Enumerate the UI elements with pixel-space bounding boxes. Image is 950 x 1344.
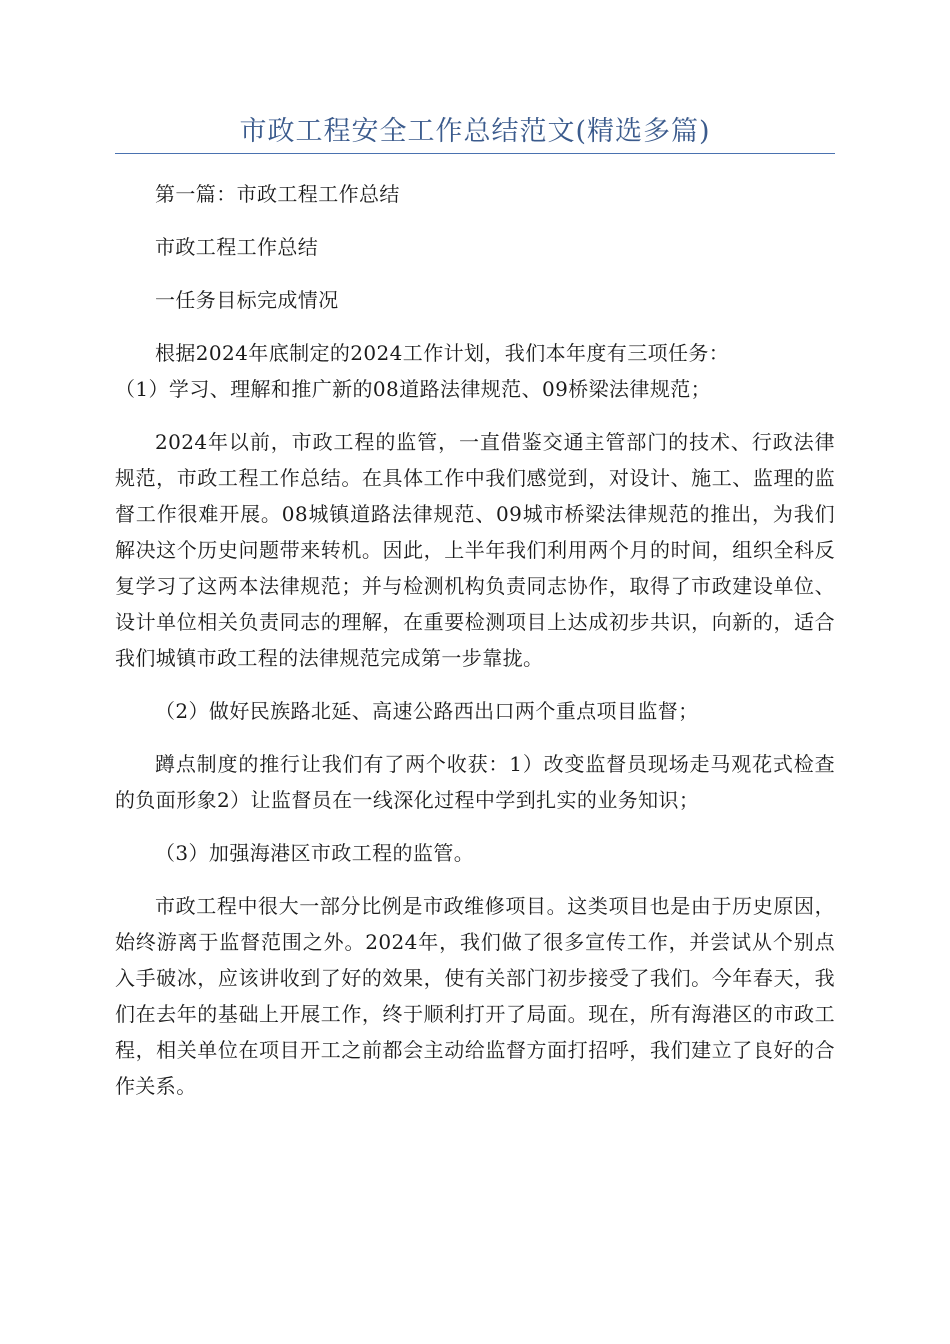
paragraph-intro: 根据2024年底制定的2024工作计划，我们本年度有三项任务： (155, 341, 730, 365)
document-body (115, 176, 835, 1121)
paragraph-task-2: （2）做好民族路北延、高速公路西出口两个重点项目监督； (155, 699, 699, 723)
paragraph-task-1: （1）学习、理解和推广新的08道路法律规范、09桥梁法律规范； (115, 377, 712, 401)
section-subheading: 市政工程工作总结 (155, 235, 319, 259)
paragraph-task-3: （3）加强海港区市政工程的监管。 (155, 841, 475, 865)
title-underline (115, 153, 835, 154)
section-heading-part-one: 第一篇：市政工程工作总结 (155, 182, 400, 206)
paragraph-body-2: 蹲点制度的推行让我们有了两个收获：1）改变监督员现场走马观花式检查的负面形象2）让监督员在一线深化过程中学到扎实的业务知识； (115, 752, 835, 812)
paragraph-body-3: 市政工程中很大一部分比例是市政维修项目。这类项目也是由于历史原因，始终游离于监督范围之外。2024年，我们做了很多宣传工作，并尝试从个别点入手破冰，应该讲收到了好的效果，使有关部门初步接受了我们。今年春天，我们在去年的基础上开展工作，终于顺利打开了局面。现在，所有海港区的市政工程，相关单位在项目开工之前都会主动给监督方面打招呼，我们建立了良好的合作关系。 (115, 894, 835, 1098)
section-heading-task-completion: 一任务目标完成情况 (155, 288, 339, 312)
paragraph-body-1: 2024年以前，市政工程的监管，一直借鉴交通主管部门的技术、行政法律规范，市政工程工作总结。在具体工作中我们感觉到，对设计、施工、监理的监督工作很难开展。08城镇道路法律规范、09城市桥梁法律规范的推出，为我们解决这个历史问题带来转机。因此，上半年我们利用两个月的时间，组织全科反复学习了这两本法律规范；并与检测机构负责同志协作，取得了市政建设单位、设计单位相关负责同志的理解，在重要检测项目上达成初步共识，向新的，适合我们城镇市政工程的法律规范完成第一步靠拢。 (115, 430, 835, 670)
document-title: 市政工程安全工作总结范文(精选多篇) (239, 116, 711, 147)
